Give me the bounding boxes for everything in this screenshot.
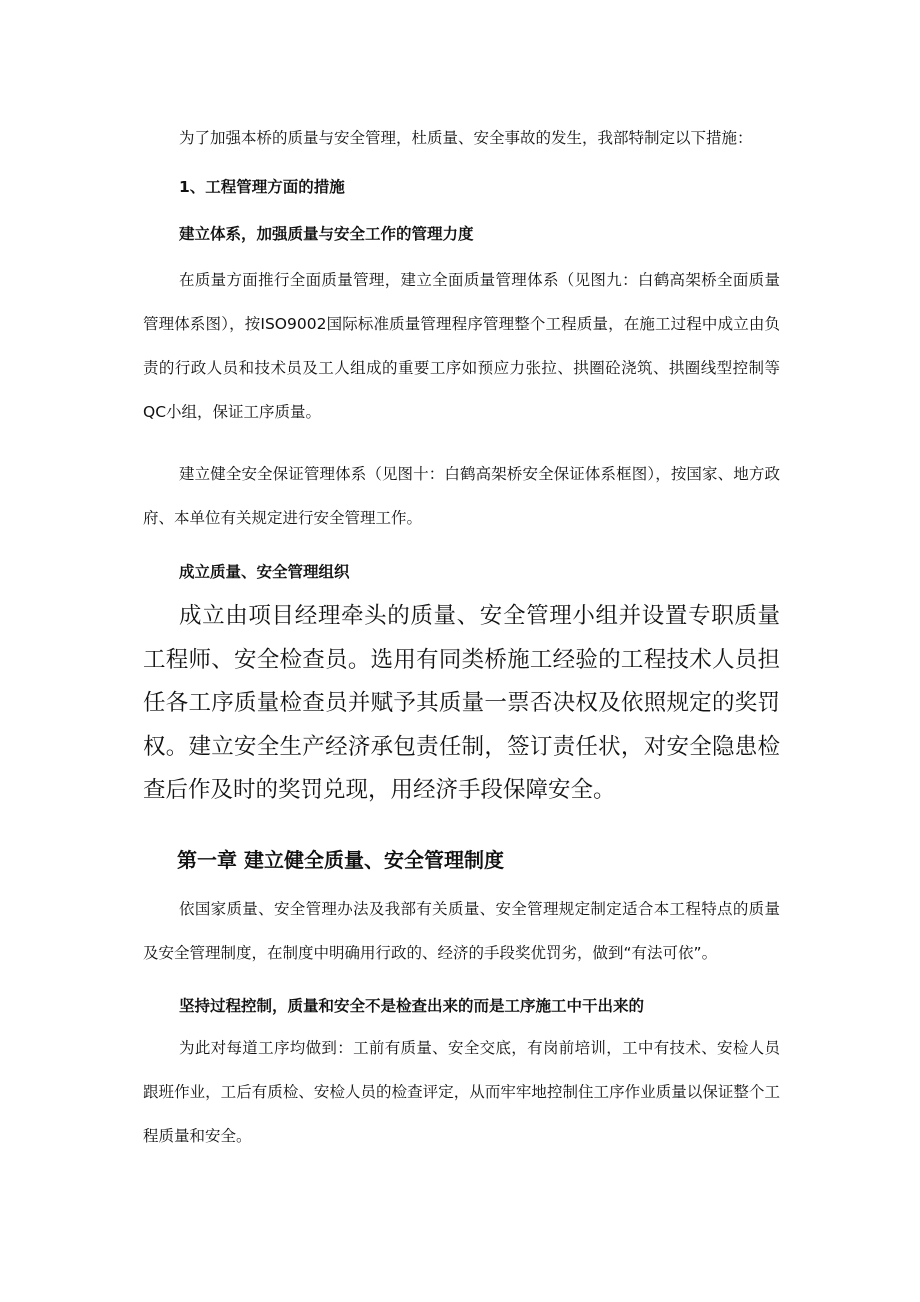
subheading-process-control: 坚持过程控制，质量和安全不是检查出来的而是工序施工中干出来的 — [179, 997, 645, 1015]
paragraph-quality-system: 在质量方面推行全面质量管理，建立全面质量管理体系（见图九：白鹤高架桥全面质量管理体系图），按ISO9002国际标准质量管理程序管理整个工程质量，在施工过程中成立由负责的行政人员和技术员及工人组成的重要工序如预应力张拉、拱圈砼浇筑、拱圈线型控制等QC小组，保证工序质量。 — [143, 271, 780, 421]
paragraph-process-control: 为此对每道工序均做到：工前有质量、安全交底，有岗前培训，工中有技术、安检人员跟班作业，工后有质检、安检人员的检查评定，从而牢牢地控制住工序作业质量以保证整个工程质量和安全。 — [143, 1039, 780, 1145]
paragraph-organization: 成立由项目经理牵头的质量、安全管理小组并设置专职质量工程师、安全检查员。选用有同类桥施工经验的工程技术人员担任各工序质量检查员并赋予其质量一票否决权及依照规定的奖罚权。建立安全生产经济承包责任制，签订责任状，对安全隐患检查后作及时的奖罚兑现，用经济手段保障安全。 — [143, 603, 780, 803]
paragraph-safety-system: 建立健全安全保证管理体系（见图十：白鹤高架桥安全保证体系框图），按国家、地方政府、本单位有关规定进行安全管理工作。 — [143, 465, 780, 527]
section-heading-engineering-management: 1、工程管理方面的措施 — [179, 178, 345, 196]
paragraph-management-rules: 依国家质量、安全管理办法及我部有关质量、安全管理规定制定适合本工程特点的质量及安全管理制度，在制度中明确用行政的、经济的手段奖优罚劣，做到“有法可依”。 — [143, 900, 780, 962]
subheading-establish-system: 建立体系，加强质量与安全工作的管理力度 — [179, 225, 474, 243]
chapter-heading: 第一章 建立健全质量、安全管理制度 — [177, 848, 504, 872]
subheading-organization: 成立质量、安全管理组织 — [179, 563, 350, 581]
intro-paragraph: 为了加强本桥的质量与安全管理，杜质量、安全事故的发生，我部特制定以下措施： — [179, 129, 753, 147]
